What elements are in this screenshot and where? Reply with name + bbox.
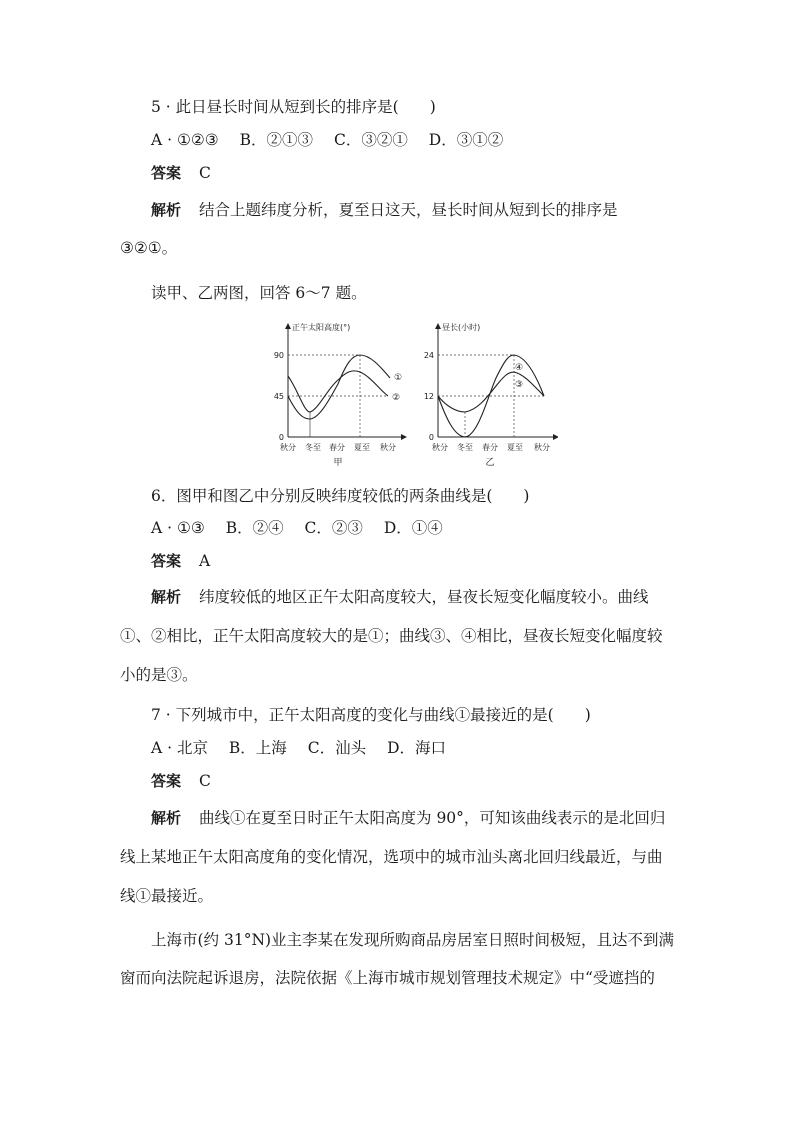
yi-curve-3 — [438, 372, 544, 412]
q5-answer — [151, 163, 211, 183]
jia-xtick-1: 秋分 — [280, 443, 296, 452]
jia-ytick-0: 0 — [278, 433, 284, 442]
yi-xtick-2: 冬至 — [457, 443, 473, 452]
jia-ytick-45: 45 — [273, 392, 284, 401]
q5-option-c: C．③②① — [333, 131, 408, 149]
q5-question: 5 · 此日昼长时间从短到长的排序是( ) — [151, 98, 436, 116]
q7-option-d: D．海口 — [387, 739, 446, 757]
q5-analysis-text-1: 结合上题纬度分析，夏至日这天，昼长时间从短到长的排序是 — [199, 201, 618, 219]
yi-label-3: ③ — [515, 380, 524, 390]
yi-ytick-12: 12 — [423, 392, 434, 401]
q7-analysis-text-3: 线①最接近。 — [120, 887, 214, 905]
q6-options — [151, 518, 459, 538]
q7-answer — [151, 771, 211, 791]
q6-analysis-text-1: 纬度较低的地区正午太阳高度较大，昼夜长短变化幅度较小。曲线 — [199, 588, 649, 606]
yi-ytick-0: 0 — [428, 433, 434, 442]
jia-ylabel: 正午太阳高度(°) — [292, 323, 351, 332]
jia-xtick-4: 夏至 — [354, 443, 370, 452]
yi-xtick-1: 秋分 — [432, 443, 448, 452]
q7-options — [151, 738, 462, 758]
yi-xtick-4: 夏至 — [507, 443, 523, 452]
q7-answer-value: C — [199, 772, 211, 790]
chart-yi — [424, 322, 558, 468]
q6-option-b: B．②④ — [225, 519, 284, 537]
yi-ylabel: 昼长(小时) — [442, 323, 481, 332]
jia-xtick-2: 冬至 — [305, 443, 321, 452]
q5-option-a: A · ①②③ — [151, 131, 219, 149]
q7-analysis-label: 解析 — [151, 809, 182, 827]
q5-answer-label: 答案 — [151, 164, 182, 182]
jia-label-1: ① — [394, 373, 403, 383]
q7-analysis-text-1: 曲线①在夏至日时正午太阳高度为 90°，可知该曲线表示的是北回归 — [199, 809, 666, 827]
q7-analysis-text-2: 线上某地正午太阳高度角的变化情况，选项中的城市汕头离北回归线最近，与曲 — [120, 848, 663, 866]
q7-answer-label: 答案 — [151, 772, 182, 790]
q6-answer-label: 答案 — [151, 552, 182, 570]
q5-answer-value: C — [199, 164, 211, 182]
chart-jia — [274, 322, 406, 468]
q6-answer-value: A — [199, 552, 211, 570]
q6-analysis-text-2: ①、②相比，正午太阳高度较大的是①；曲线③、④相比，昼夜长短变化幅度较 — [120, 627, 663, 645]
jia-label-2: ② — [392, 393, 401, 403]
q5-analysis-text-2: ③②①。 — [120, 239, 178, 257]
passage-line-2: 窗而向法院起诉退房，法院依据《上海市城市规划管理技术规定》中“受遮挡的 — [120, 969, 655, 987]
q6-option-d: D．①④ — [383, 519, 443, 537]
q5-analysis-label: 解析 — [151, 201, 182, 219]
yi-xtick-3: 春分 — [482, 443, 498, 452]
q5-options — [151, 130, 519, 150]
jia-caption: 甲 — [333, 458, 343, 468]
q6-analysis — [151, 587, 649, 607]
yi-caption: 乙 — [485, 458, 495, 468]
q6-option-c: C．②③ — [304, 519, 363, 537]
q6-analysis-label: 解析 — [151, 588, 182, 606]
q7-option-c: C．汕头 — [307, 739, 367, 757]
q6-answer — [151, 551, 210, 571]
intro-text: 读甲、乙两图，回答 6～7 题。 — [151, 284, 367, 302]
passage-line-1: 上海市(约 31°N)业主李某在发现所购商品房居室日照时间极短，且达不到满 — [151, 931, 675, 949]
q7-option-a: A · 北京 — [151, 739, 208, 757]
q6-question: 6．图甲和图乙中分别反映纬度较低的两条曲线是( ) — [151, 487, 530, 505]
jia-xtick-3: 春分 — [329, 443, 345, 452]
q5-option-b: B．②①③ — [239, 131, 314, 149]
jia-curve-2 — [288, 371, 388, 412]
yi-xtick-5: 秋分 — [534, 443, 550, 452]
figure-sun-altitude-daylength — [258, 318, 558, 472]
q7-question: 7 · 下列城市中，正午太阳高度的变化与曲线①最接近的是( ) — [151, 706, 591, 724]
yi-ytick-24: 24 — [423, 351, 434, 360]
q6-analysis-text-3: 小的是③。 — [120, 666, 198, 684]
yi-label-4: ④ — [515, 363, 524, 373]
jia-ytick-90: 90 — [273, 351, 284, 360]
q5-option-d: D．③①② — [428, 131, 504, 149]
q6-option-a: A · ①③ — [151, 519, 205, 537]
q7-analysis — [151, 808, 665, 828]
q7-option-b: B．上海 — [228, 739, 287, 757]
jia-curve-1 — [288, 355, 390, 419]
jia-xtick-5: 秋分 — [380, 443, 396, 452]
q5-analysis — [151, 200, 618, 220]
